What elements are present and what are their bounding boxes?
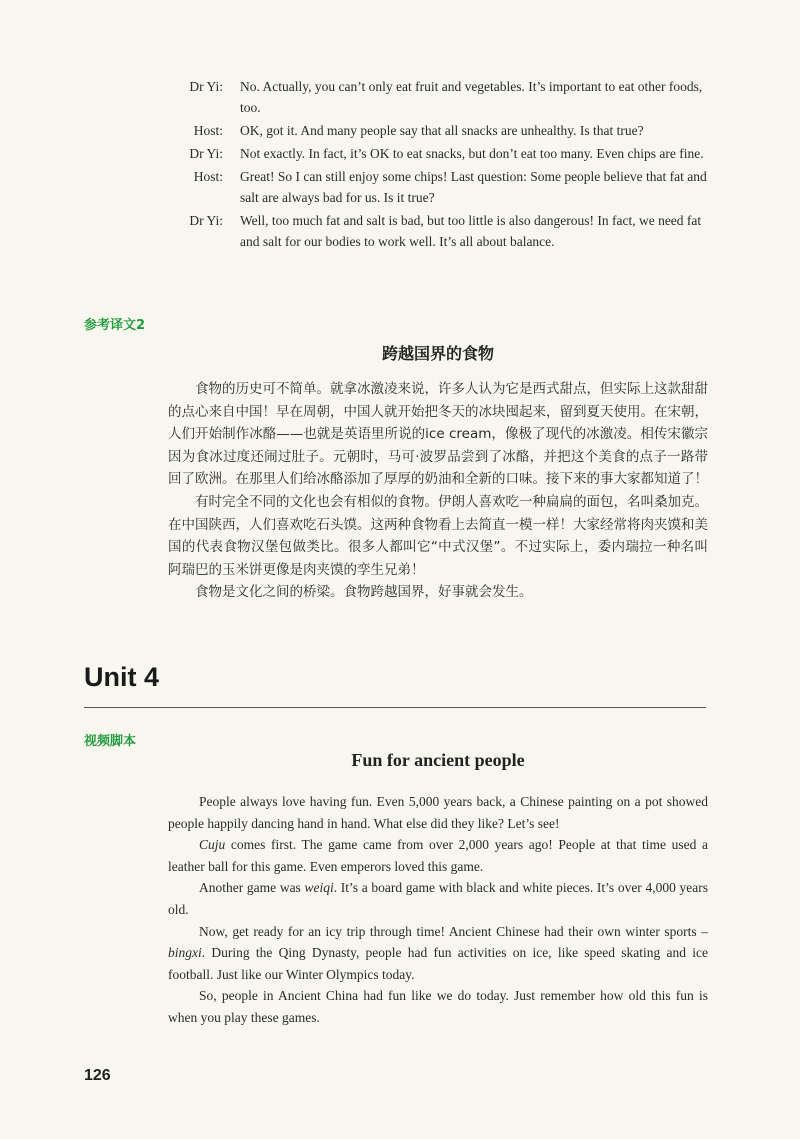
italic-term: Cuju (199, 837, 226, 853)
page-number: 126 (84, 1067, 111, 1084)
script-paragraph (168, 877, 708, 920)
dialogue-turn (150, 120, 710, 141)
text-run: Now, get ready for an icy trip through time! Ancient Chinese had their own winter sports – (199, 923, 708, 939)
dialogue-turn (150, 76, 710, 118)
italic-term: weiqi (304, 880, 334, 896)
translation-paragraph: 有时完全不同的文化也会有相似的食物。伊朗人喜欢吃一种扁扁的面包，名叫桑加克。在中国陕西，人们喜欢吃石头馍。这两种食物看上去简直一模一样！大家经常将肉夹馍和美国的代表食物汉堡包做类比。很多人都叫它“中式汉堡”。不过实际上，委内瑞拉一种名叫阿瑞巴的玉米饼更像是肉夹馍的孪生兄弟！ (168, 493, 708, 578)
script-title: Fun for ancient people (351, 750, 525, 770)
dialogue-turn (150, 143, 710, 164)
translation-paragraph: 食物是文化之间的桥梁。食物跨越国界，好事就会发生。 (195, 584, 533, 601)
script-paragraph (168, 985, 708, 1028)
text-run: So, people in Ancient China had fun like we do today. Just remember how old this fun is when you play these games. (168, 988, 708, 1025)
unit-title: Unit 4 (84, 662, 160, 692)
speaker-line: Not exactly. In fact, it’s OK to eat snacks, but don’t eat too many. Even chips are fine. (240, 146, 704, 161)
script-label: 视频脚本 (84, 734, 137, 749)
translation-title: 跨越国界的食物 (381, 344, 494, 363)
dialogue-turn (150, 166, 710, 208)
text-run: People always love having fun. Even 5,000 years back, a Chinese painting on a pot showed people happily dancing hand in hand. What else did they like? Let’s see! (168, 794, 708, 831)
script-paragraph (168, 834, 708, 877)
italic-term: bingxi (168, 945, 202, 961)
text-run: . During the Qing Dynasty, people had fun activities on ice, like speed skating and ice football. Just like our Winter Olympics today. (168, 945, 708, 982)
translation-paragraph: 食物的历史可不简单。就拿冰激凌来说，许多人认为它是西式甜点，但实际上这款甜甜的点心来自中国！早在周朝，中国人就开始把冬天的冰块囤起来，留到夏天使用。在宋朝，人们开始制作冰酪——也就是英语里所说的ice cream，像极了现代的冰激凌。相传宋徽宗因为食冰过度还闹过肚子。元朝时，马可·波罗品尝到了冰酪，并把这个美食的点子一路带回了欧洲。在那里人们给冰酪添加了厚厚的奶油和全新的口味。接下来的事大家都知道了！ (168, 381, 708, 488)
speaker-label: Dr Yi: (189, 146, 223, 161)
dialogue-turn (150, 210, 710, 252)
speaker-line: Great! So I can still enjoy some chips! Last question: Some people believe that fat and salt are always bad for us. Is it true? (240, 169, 707, 205)
speaker-line: No. Actually, you can’t only eat fruit and vegetables. It’s important to eat other foods, too. (240, 79, 703, 115)
speaker-line: Well, too much fat and salt is bad, but too little is also dangerous! In fact, we need fat and salt for our bodies to work well. It’s all about balance. (240, 213, 702, 249)
text-run: comes first. The game came from over 2,000 years ago! People at that time used a leather ball for this game. Even emperors loved this game. (168, 837, 708, 874)
speaker-label: Dr Yi: (189, 79, 223, 94)
text-run: . It’s a board game with black and white pieces. It’s over 4,000 years old. (168, 880, 709, 917)
dialogue (150, 76, 710, 254)
script-paragraph (168, 791, 708, 834)
translation-label: 参考译文2 (84, 318, 146, 333)
text-run: Another game was (199, 880, 305, 896)
translation-body (168, 378, 708, 604)
speaker-label: Host: (193, 169, 223, 184)
speaker-label: Host: (193, 123, 223, 138)
speaker-line: OK, got it. And many people say that all snacks are unhealthy. Is that true? (240, 123, 644, 138)
speaker-label: Dr Yi: (189, 213, 223, 228)
script-body (168, 791, 708, 1029)
script-paragraph (168, 921, 708, 986)
divider (84, 707, 706, 708)
